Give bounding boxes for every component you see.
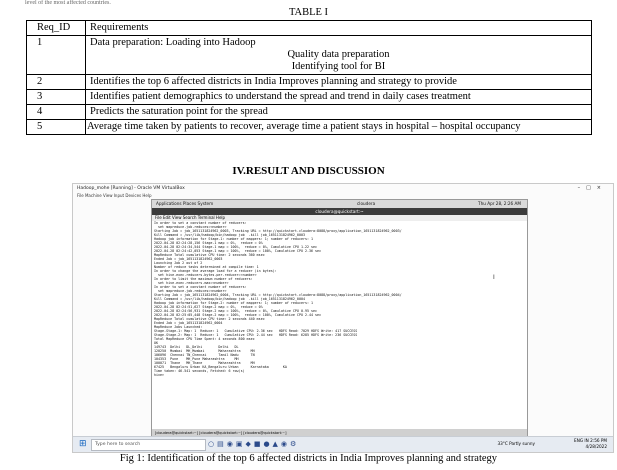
section-heading: IV.RESULT AND DISCUSSION	[232, 165, 385, 177]
requirement-line: Quality data preparation	[287, 49, 390, 60]
virtualbox-title: Hadoop_mohe [Running] - Oracle VM VirtualBox	[77, 186, 185, 191]
windows-start-icon[interactable]: ⊞	[79, 439, 87, 449]
minimize-icon[interactable]: –	[577, 185, 587, 191]
req-id-cell: 2	[27, 75, 86, 90]
windows-taskbar	[73, 436, 613, 452]
virtualbox-menubar[interactable]: File Machine View Input Devices Help	[77, 193, 152, 198]
virtualbox-titlebar	[73, 184, 613, 193]
gnome-menu[interactable]: Applications Places System	[156, 201, 214, 206]
figure-caption: Fig 1: Identification of the top 6 affected districts in India Improves planning and strategy	[119, 453, 498, 464]
table-row	[27, 90, 592, 105]
requirement-line: Identifying tool for BI	[291, 61, 386, 72]
terminal-output[interactable]: In order to set a constant number of reducers: set mapreduce.job.reduces=<number> Starting Job = job_1651131824962_0003, Tracking URL = http://quickstart.cloudera:8088/proxy/application_1651131824962_0003/ Kill Command = /usr/lib/hadoop/bin/hadoop job -kill job_1651131824962_0003 Hadoop job information for Stage-1: number of mappers: 1; number of reducers: 1 2022-04-28 02:24:28,156 Stage-1 map = 0%, reduce = 0% 2022-04-28 02:24:34,544 Stage-1 map = 100%, reduce = 0%, Cumulative CPU 1.22 sec 2022-04-28 02:24:42,053 Stage-1 map = 100%, reduce = 100%, Cumulative CPU 2.36 sec MapReduce Total cumulative CPU time: 2 seconds 360 msec Ended Job = job_1651131824962_0003 Launching Job 2 out of 2 Number of reduce tasks determined at compile time: 1 In order to change the average load for a reducer (in bytes): set hive.exec.reducers.bytes.per.reducer=<number> In order to limit the maximum number of reducers: set hive.exec.reducers.max=<number> In order to set a constant number of reducers: set mapreduce.job.reduces=<number> Starting Job = job_1651131824962_0004, Tracking URL = http://quickstart.cloudera:8088/proxy/application_1651131824962_0004/ Kill Command = /usr/lib/hadoop/bin/hadoop job -kill job_1651131824962_0004 Hadoop job information for Stage-2: number of mappers: 1; number of reducers: 1 2022-04-28 02:24:51,627 Stage-2 map = 0%, reduce = 0% 2022-04-28 02:24:56,931 Stage-2 map = 100%, reduce = 0%, Cumulative CPU 0.95 sec 2022-04-28 02:25:05,448 Stage-2 map = 100%, reduce = 100%, Cumulative CPU 2.44 sec MapReduce Total cumulative CPU time: 2 seconds 440 msec Ended Job = job_1651131824962_0004 MapReduce Jobs Launched: Stage-Stage-1: Map: 1 Reduce: 1 Cumulative CPU: 2.36 sec HDFS Read: 7029 HDFS Write: 417 SUCCESS Stage-Stage-2: Map: 1 Reduce: 1 Cumulative CPU: 2.44 sec HDFS Read: 6285 HDFS Write: 236 SUCCESS Total MapReduce CPU Time Spent: 4 seconds 800 msec OK 149743 Delhi DL_Delhi Delhi DL 120250 Mumbai MH_Mumbai Maharashtra MH 106096 Chennai TN_Chennai Tamil Nadu TN 104353 Pune MH_Pune Maharashtra MH 100071 Thane MH_Thane Maharashtra MH 67425 Bengaluru Urban KA_Bengaluru Urban Karnataka KA Time taken: 46.541 seconds, Fetched: 6 row(s) hive>	[152, 221, 527, 429]
terminal-titlebar: cloudera@quickstart:~	[152, 208, 527, 215]
tray-language: ENG IN	[574, 438, 589, 443]
table-title: TABLE I	[288, 7, 329, 18]
terminal-menubar[interactable]: File Edit View Search Terminal Help	[152, 215, 527, 221]
table-row	[27, 105, 592, 120]
close-icon[interactable]: ×	[596, 185, 607, 191]
host-label: cloudera	[357, 201, 376, 206]
vm-display[interactable]	[151, 199, 528, 439]
tray-time: 2:56 PM	[590, 438, 607, 443]
req-id-cell: 3	[27, 90, 86, 105]
req-id-cell: 4	[27, 105, 86, 120]
weather-widget[interactable]: 33°C Partly sunny	[497, 441, 535, 446]
tray-date: 4/28/2022	[585, 444, 607, 449]
page-header-fragment: level of the most affected countries.	[25, 0, 111, 6]
req-id-cell: 1	[27, 36, 86, 75]
vm-taskbar[interactable]: [cloudera@quickstart:~] [cloudera@quickstart:~] [cloudera@quickstart:~]	[152, 429, 527, 438]
table-header-row	[27, 21, 592, 36]
gnome-top-panel	[152, 200, 527, 208]
header-req-id: Req_ID	[27, 21, 86, 36]
taskbar-app-icons[interactable]: ○▤◉▣◆■●▲◉⚙	[208, 440, 300, 448]
maximize-icon[interactable]: □	[586, 185, 597, 191]
table-row	[27, 36, 592, 75]
requirement-cell: Average time taken by patients to recover, average time a patient stays in hospital – hospital occupancy	[86, 120, 592, 135]
requirement-cell	[86, 36, 592, 75]
window-controls	[578, 184, 607, 193]
req-id-cell: 5	[27, 120, 86, 135]
requirement-line: Data preparation: Loading into Hadoop	[90, 37, 256, 48]
vm-clock: Thu Apr 28, 2:26 AM	[478, 201, 521, 206]
requirement-cell: Identifies patient demographics to understand the spread and trend in daily cases treatment	[86, 90, 592, 105]
table-row	[27, 75, 592, 90]
system-tray[interactable]	[574, 438, 607, 450]
figure-screenshot	[72, 183, 614, 453]
mouse-cursor-icon: I	[493, 274, 495, 281]
requirements-table	[26, 20, 592, 135]
header-requirements: Requirements	[86, 21, 592, 36]
windows-search-input[interactable]: Type here to search	[91, 439, 206, 451]
table-row	[27, 120, 592, 135]
requirement-cell: Predicts the saturation point for the spread	[86, 105, 592, 120]
requirement-cell: Identifies the top 6 affected districts in India Improves planning and strategy to provide	[86, 75, 592, 90]
